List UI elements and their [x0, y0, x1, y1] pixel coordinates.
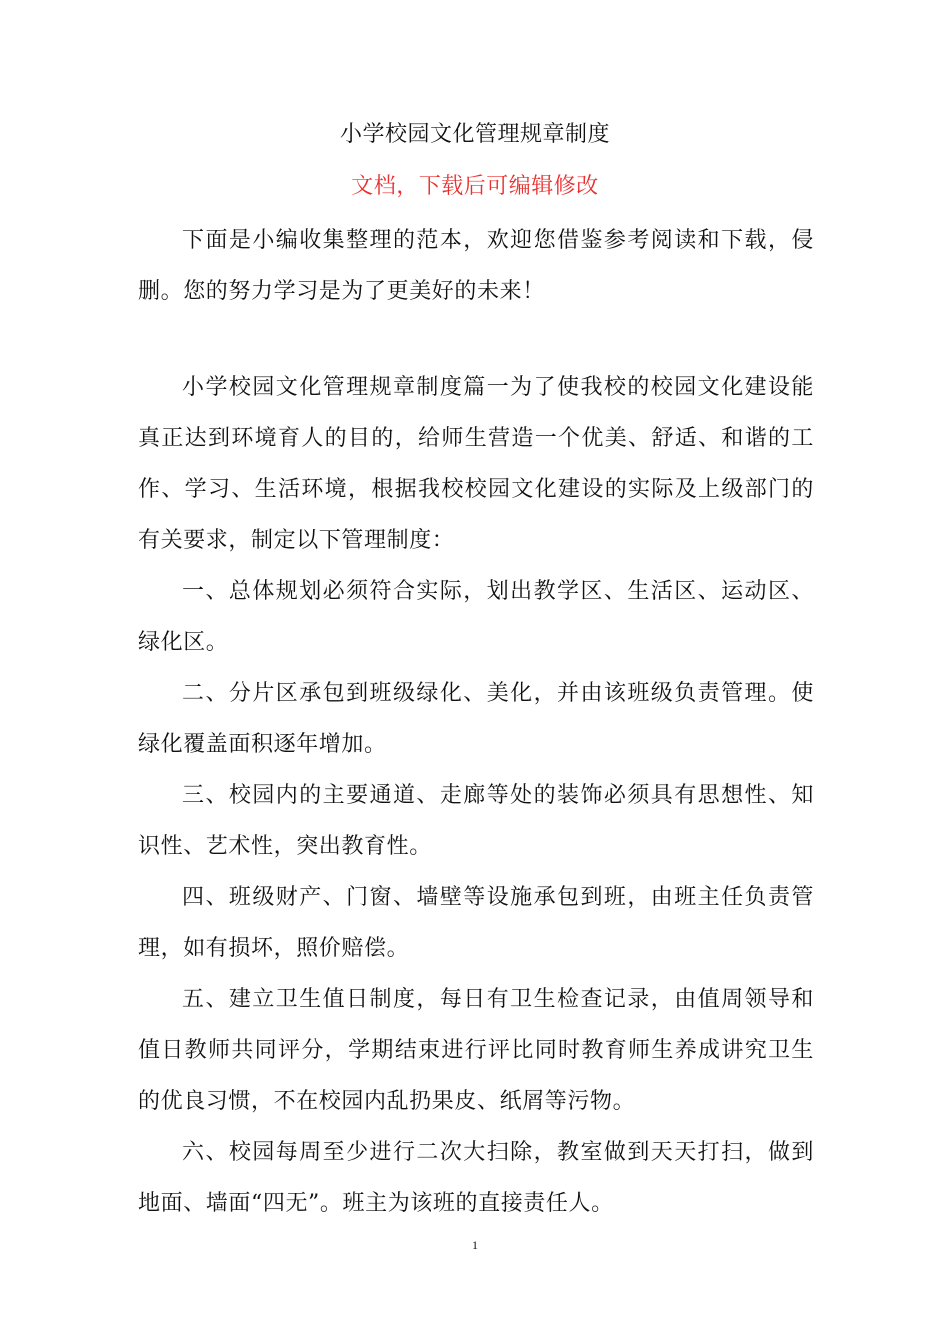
paragraph-rule-6: 六、校园每周至少进行二次大扫除，教室做到天天打扫，做到地面、墙面“四无”。班主为该班的直接责任人。: [138, 1140, 814, 1216]
intro-section: [138, 215, 814, 317]
intro-paragraph: 下面是小编收集整理的范本，欢迎您借鉴参考阅读和下载，侵删。您的努力学习是为了更美好的未来！: [138, 228, 814, 304]
document-subtitle: 文档，下载后可编辑修改: [351, 174, 599, 199]
document-title: 小学校园文化管理规章制度: [339, 122, 610, 147]
paragraph-rule-5: 五、建立卫生值日制度，每日有卫生检查记录，由值周领导和值日教师共同评分，学期结束进行评比同时教育师生养成讲究卫生的优良习惯，不在校园内乱扔果皮、纸屑等污物。: [138, 987, 814, 1114]
paragraph-rule-4: 四、班级财产、门窗、墙壁等设施承包到班，由班主任负责管理，如有损坏，照价赔偿。: [138, 885, 814, 961]
page-number: 1: [472, 1238, 478, 1252]
paragraph-rule-1: 一、总体规划必须符合实际，划出教学区、生活区、运动区、绿化区。: [138, 579, 814, 655]
paragraph-rule-2: 二、分片区承包到班级绿化、美化，并由该班级负责管理。使绿化覆盖面积逐年增加。: [138, 681, 814, 757]
document-body: [138, 362, 814, 1229]
paragraph-rule-3: 三、校园内的主要通道、走廊等处的装饰必须具有思想性、知识性、艺术性，突出教育性。: [138, 783, 814, 859]
paragraph-preamble: 小学校园文化管理规章制度篇一为了使我校的校园文化建设能真正达到环境育人的目的，给师生营造一个优美、舒适、和谐的工作、学习、生活环境，根据我校校园文化建设的实际及上级部门的有关要求，制定以下管理制度：: [138, 375, 814, 553]
